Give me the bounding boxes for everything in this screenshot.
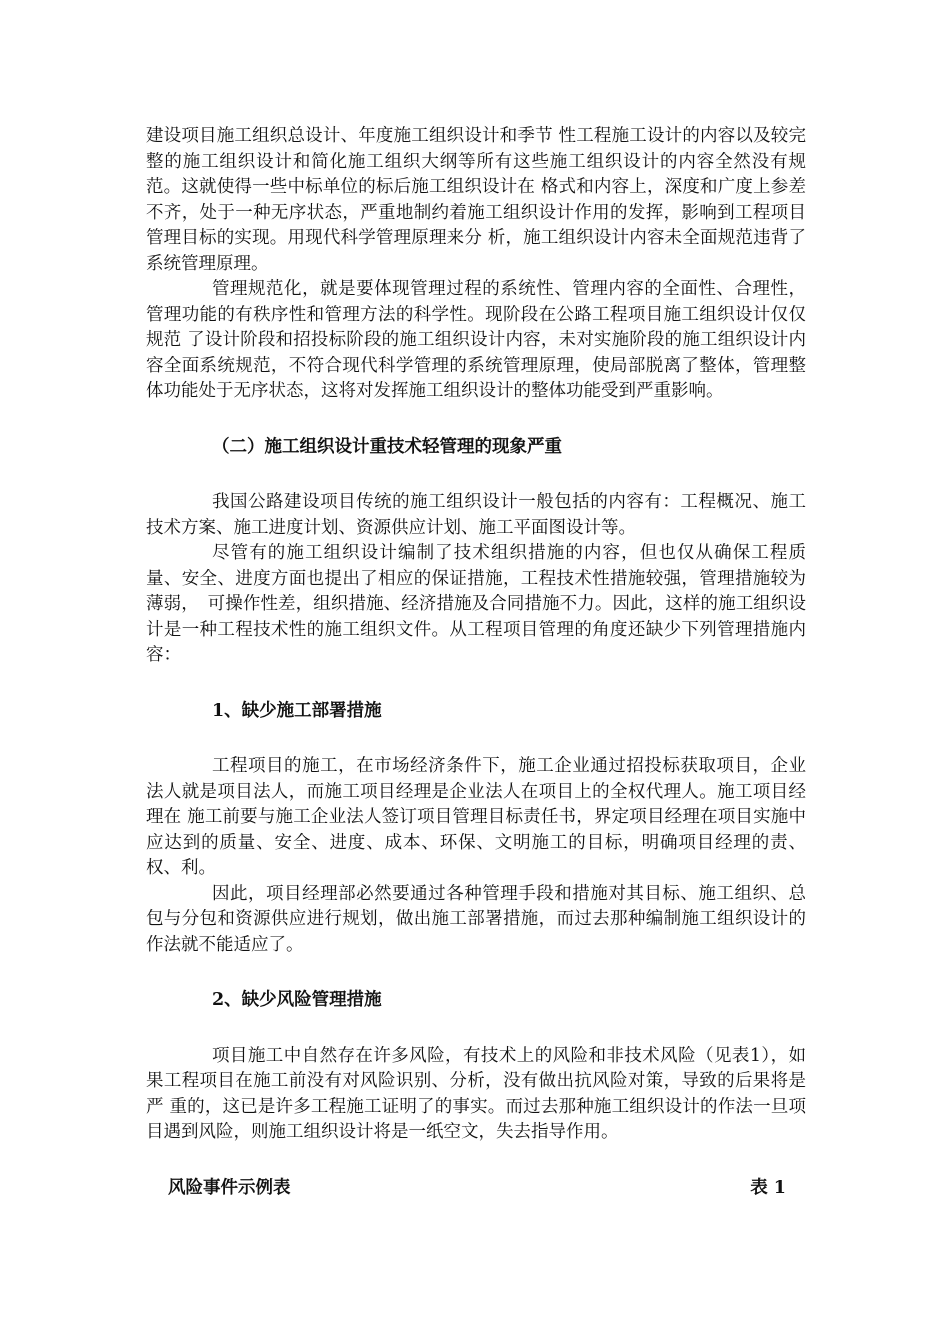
paragraph: 建设项目施工组织总设计、年度施工组织设计和季节 性工程施工设计的内容以及较完整的施工组织设计和简化施工组织大纲等所有这些施工组织设计的内容全然没有规范。这就使得一些中标单位的标后施工组织设计在 格式和内容上，深度和广度上参差不齐，处于一种无序状态，严重地制约着施工组织设计作用的发挥，影响到工程项目管理目标的实现。用现代科学管理原理来分 析，施工组织设计内容未全面规范违背了系统管理原理。 bbox=[146, 126, 806, 274]
table-caption-number: 表 1 bbox=[750, 1177, 786, 1198]
paragraph: 因此，项目经理部必然要通过各种管理手段和措施对其目标、施工组织、总包与分包和资源供应进行规划，做出施工部署措施，而过去那种编制施工组织设计的作法就不能适应了。 bbox=[146, 883, 806, 955]
document-body bbox=[146, 124, 806, 1201]
paragraph: 工程项目的施工，在市场经济条件下，施工企业通过招投标获取项目，企业法人就是项目法人，而施工项目经理是企业法人在项目上的全权代理人。施工项目经理在 施工前要与施工企业法人签订项目管理目标责任书，界定项目经理在项目实施中应达到的质量、安全、进度、成本、环保、文明施工的目标，明确项目经理的责、 权、利。 bbox=[146, 756, 806, 878]
subsection-heading: 2、缺少风险管理措施 bbox=[212, 990, 382, 1010]
paragraph: 尽管有的施工组织设计编制了技术组织措施的内容，但也仅从确保工程质量、安全、进度方面也提出了相应的保证措施，工程技术性措施较强，管理措施较为薄弱， 可操作性差，组织措施、经济措施及合同措施不力。因此，这样的施工组织设计是一种工程技术性的施工组织文件。从工程项目管理的角度还缺少下列管理措施内 容： bbox=[146, 543, 806, 665]
section-heading: （二）施工组织设计重技术轻管理的现象严重 bbox=[212, 436, 562, 457]
paragraph: 项目施工中自然存在许多风险，有技术上的风险和非技术风险（见表1），如果工程项目在施工前没有对风险识别、分析，没有做出抗风险对策，导致的后果将是严 重的，这已是许多工程施工证明了的事实。而过去那种施工组织设计的作法一旦项目遇到风险，则施工组织设计将是一纸空文，失去指导作用。 bbox=[146, 1045, 806, 1142]
paragraph: 管理规范化，就是要体现管理过程的系统性、管理内容的全面性、合理性，管理功能的有秩序性和管理方法的科学性。现阶段在公路工程项目施工组织设计仅仅规范 了设计阶段和招投标阶段的施工组织设计内容，未对实施阶段的施工组织设计内容全面系统规范，不符合现代科学管理的系统管理原理，使局部脱离了整体，管理整 体功能处于无序状态，这将对发挥施工组织设计的整体功能受到严重影响。 bbox=[146, 279, 806, 401]
table-caption-title: 风险事件示例表 bbox=[168, 1177, 291, 1198]
paragraph: 我国公路建设项目传统的施工组织设计一般包括的内容有：工程概况、施工技术方案、施工进度计划、资源供应计划、施工平面图设计等。 bbox=[146, 492, 806, 538]
subsection-heading: 1、缺少施工部署措施 bbox=[212, 700, 382, 721]
table-caption bbox=[146, 1176, 806, 1202]
